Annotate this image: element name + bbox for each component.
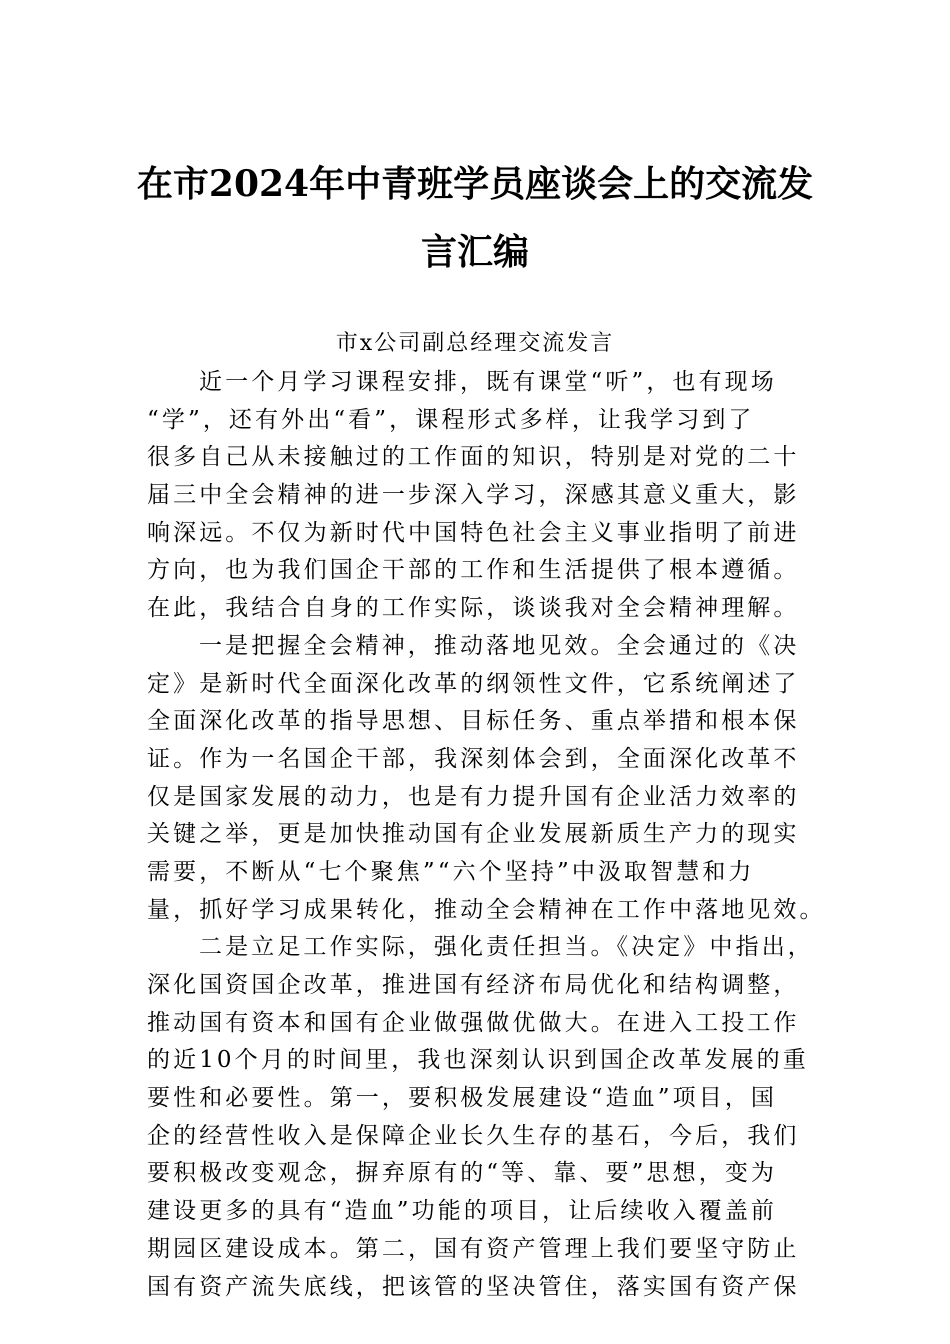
body-line: 期园区建设成本。第二，国有资产管理上我们要坚守防止 bbox=[147, 1235, 800, 1262]
body-line: 证。作为一名国企干部，我深刻体会到，全面深化改革不 bbox=[147, 745, 800, 772]
body-line: 在此，我结合自身的工作实际，谈谈我对全会精神理解。 bbox=[147, 595, 800, 622]
body-line: 定》是新时代全面深化改革的纲领性文件，它系统阐述了 bbox=[147, 670, 800, 697]
document-body bbox=[147, 364, 827, 1306]
body-line: “学”，还有外出“看”，课程形式多样，让我学习到了 bbox=[147, 406, 755, 433]
body-line: 届三中全会精神的进一步深入学习，深感其意义重大，影 bbox=[147, 482, 800, 509]
body-line: 量，抓好学习成果转化，推动全会精神在工作中落地见效。 bbox=[147, 896, 826, 923]
body-line: 仅是国家发展的动力，也是有力提升国有企业活力效率的 bbox=[147, 783, 800, 810]
body-line: 响深远。不仅为新时代中国特色社会主义事业指明了前进 bbox=[147, 519, 800, 546]
body-line: 全面深化改革的指导思想、目标任务、重点举措和根本保 bbox=[147, 708, 800, 735]
body-line: 关键之举，更是加快推动国有企业发展新质生产力的现实 bbox=[147, 821, 800, 848]
title-line: 言汇编 bbox=[420, 231, 529, 273]
body-line: 国有资产流失底线，把该管的坚决管住，落实国有资产保 bbox=[147, 1273, 800, 1300]
body-line: 很多自己从未接触过的工作面的知识，特别是对党的二十 bbox=[147, 444, 800, 471]
body-line: 方向，也为我们国企干部的工作和生活提供了根本遵循。 bbox=[147, 557, 800, 584]
body-line: 二是立足工作实际，强化责任担当。《决定》中指出， bbox=[199, 934, 814, 961]
body-line: 建设更多的具有“造血”功能的项目，让后续收入覆盖前 bbox=[147, 1198, 778, 1225]
body-line: 企的经营性收入是保障企业长久生存的基石，今后，我们 bbox=[147, 1122, 800, 1149]
document-title bbox=[120, 150, 830, 286]
speech-subtitle: 市x公司副总经理交流发言 bbox=[335, 331, 615, 356]
title-line: 在市2024年中青班学员座谈会上的交流发 bbox=[136, 163, 814, 205]
body-line: 需要，不断从“七个聚焦”“六个坚持”中汲取智慧和力 bbox=[147, 858, 755, 885]
body-line: 要积极改变观念，摒弃原有的“等、靠、要”思想，变为 bbox=[147, 1160, 778, 1187]
body-line: 一是把握全会精神，推动落地见效。全会通过的《决 bbox=[199, 632, 800, 659]
body-line: 推动国有资本和国有企业做强做优做大。在进入工投工作 bbox=[147, 1009, 800, 1036]
body-line: 近一个月学习课程安排，既有课堂“听”，也有现场 bbox=[199, 369, 777, 395]
body-line: 的近10个月的时间里，我也深刻认识到国企改革发展的重 bbox=[147, 1047, 809, 1074]
body-line: 深化国资国企改革，推进国有经济布局优化和结构调整， bbox=[147, 972, 800, 998]
body-line: 要性和必要性。第一，要积极发展建设“造血”项目，国 bbox=[147, 1085, 778, 1112]
